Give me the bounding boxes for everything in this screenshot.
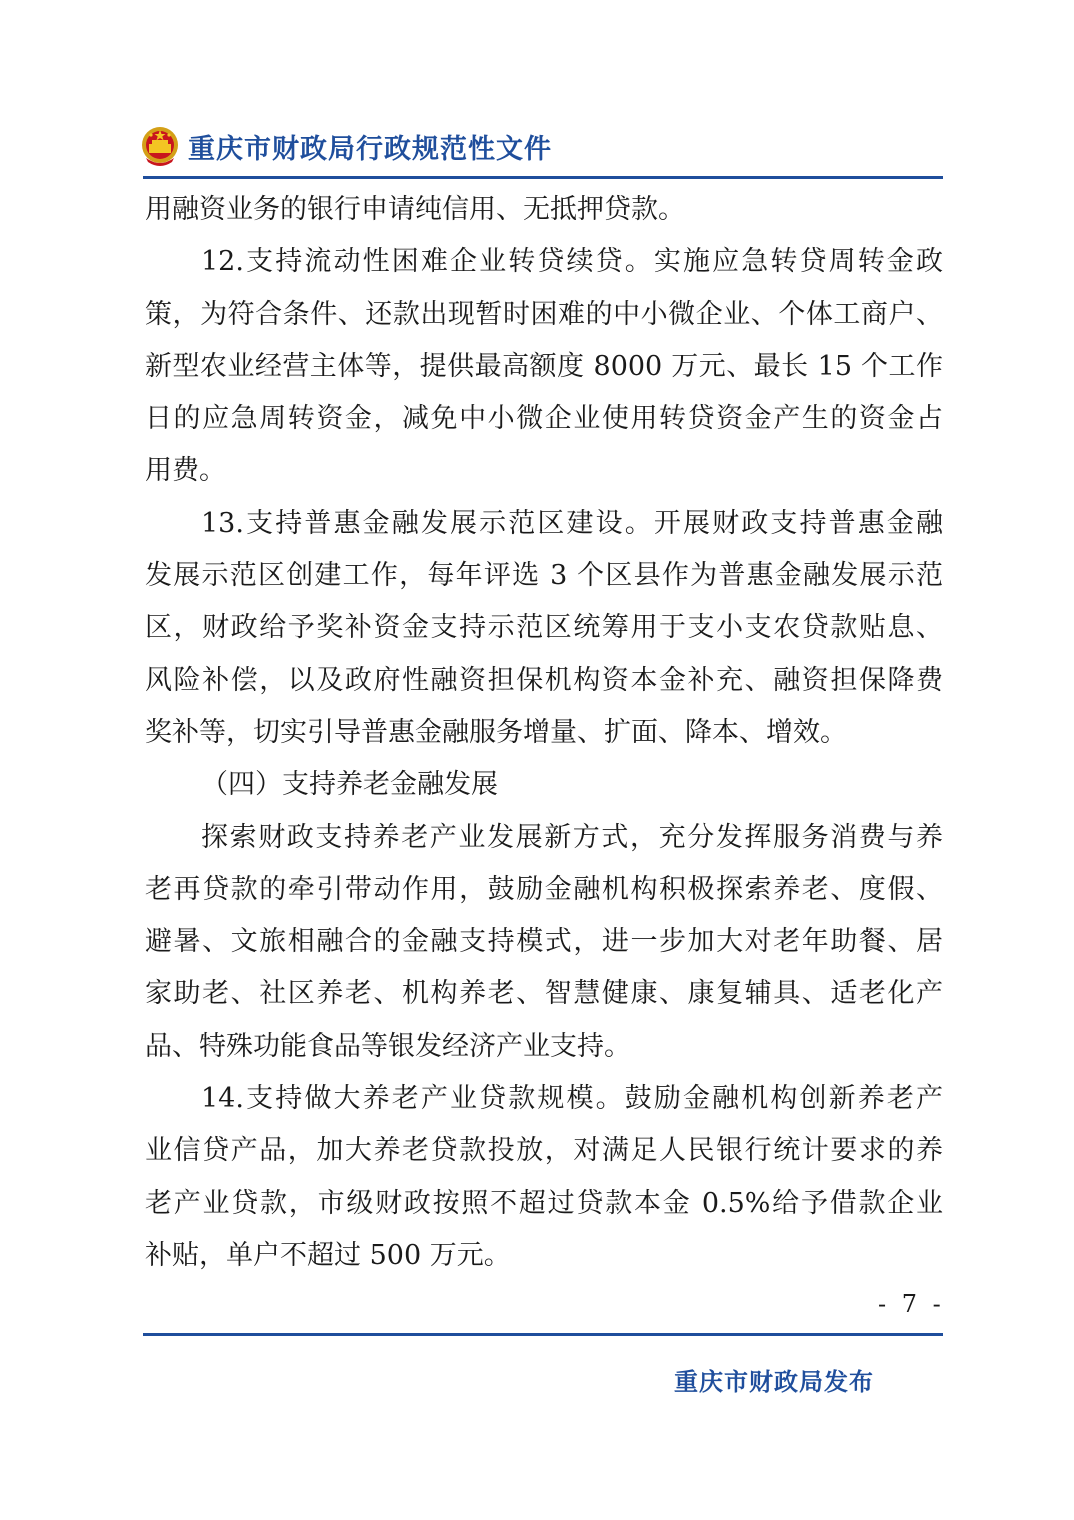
body-line: 日的应急周转资金，减免中小微企业使用转贷资金产生的资金占 (145, 403, 943, 435)
body-line: 补贴，单户不超过 500 万元。 (145, 1239, 511, 1271)
page-number: - 7 - (878, 1290, 945, 1318)
body-line: 14.支持做大养老产业贷款规模。鼓励金融机构创新养老产 (201, 1083, 943, 1115)
body-line: 用融资业务的银行申请纯信用、无抵押贷款。 (145, 194, 685, 225)
body-line: 避暑、文旅相融合的金融支持模式，进一步加大对老年助餐、居 (145, 926, 943, 958)
header-title: 重庆市财政局行政规范性文件 (188, 133, 552, 165)
footer-divider (143, 1333, 943, 1336)
body-line: 用费。 (145, 455, 226, 487)
document-body (145, 180, 943, 1278)
footer-publisher: 重庆市财政局发布 (674, 1368, 874, 1396)
body-line: 老再贷款的牵引带动作用，鼓励金融机构积极探索养老、度假、 (145, 873, 943, 905)
body-line: 新型农业经营主体等，提供最高额度 8000 万元、最长 15 个工作 (145, 350, 943, 382)
body-line: 奖补等，切实引导普惠金融服务增量、扩面、降本、增效。 (145, 716, 847, 748)
body-line: 品、特殊功能食品等银发经济产业支持。 (145, 1030, 631, 1062)
section-heading: （四）支持养老金融发展 (201, 769, 498, 801)
body-line: 家助老、社区养老、机构养老、智慧健康、康复辅具、适老化产 (145, 978, 943, 1010)
document-header (140, 120, 552, 172)
body-line: 策，为符合条件、还款出现暂时困难的中小微企业、个体工商户、 (145, 298, 943, 330)
body-line: 老产业贷款，市级财政按照不超过贷款本金 0.5%给予借款企业 (145, 1187, 943, 1219)
body-line: 12.支持流动性困难企业转贷续贷。实施应急转贷周转金政 (201, 246, 943, 278)
body-line: 探索财政支持养老产业发展新方式，充分发挥服务消费与养 (201, 821, 943, 853)
national-emblem-icon (140, 124, 180, 168)
body-line: 业信贷产品，加大养老贷款投放，对满足人民银行统计要求的养 (145, 1135, 943, 1167)
body-line: 发展示范区创建工作，每年评选 3 个区县作为普惠金融发展示范 (145, 560, 943, 592)
body-line: 13.支持普惠金融发展示范区建设。开展财政支持普惠金融 (201, 507, 943, 539)
header-divider (143, 176, 943, 179)
body-line: 区，财政给予奖补资金支持示范区统筹用于支小支农贷款贴息、 (145, 612, 943, 644)
body-line: 风险补偿，以及政府性融资担保机构资本金补充、融资担保降费 (145, 664, 943, 696)
